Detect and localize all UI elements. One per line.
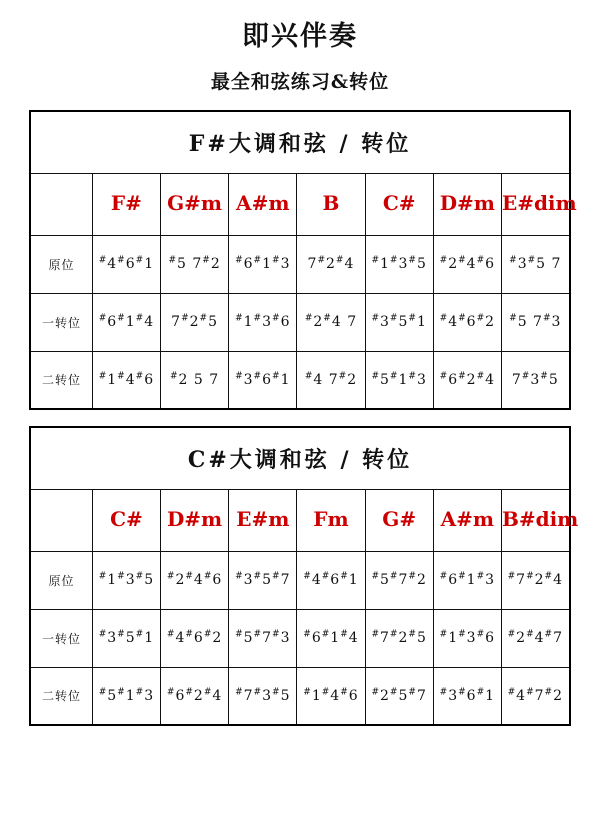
table-row bbox=[30, 351, 569, 409]
table-cell: #2#4#7 bbox=[501, 609, 569, 667]
row-label: 原位 bbox=[30, 551, 92, 609]
column-header-chord-1 bbox=[92, 173, 160, 235]
chord-label: G# bbox=[382, 507, 417, 531]
table-cell: #4#6#1 bbox=[297, 551, 365, 609]
table-cell: #7#2#4 bbox=[501, 551, 569, 609]
table-cell: #6#2#4 bbox=[433, 351, 501, 409]
column-header-chord-4 bbox=[297, 489, 365, 551]
table-cell: #6#1#4 bbox=[92, 293, 160, 351]
table-cell: #3#5#7 bbox=[229, 551, 297, 609]
column-header-chord-1 bbox=[92, 489, 160, 551]
table-cell: #4 7#2 bbox=[297, 351, 365, 409]
column-header-chord-3 bbox=[229, 489, 297, 551]
table-row bbox=[30, 667, 569, 725]
chord-table-csharp-major bbox=[29, 426, 579, 726]
chord-suffix: #m bbox=[457, 191, 495, 215]
table-cell: #7#2#5 bbox=[365, 609, 433, 667]
table-cell: #3#5#1 bbox=[92, 609, 160, 667]
table-cell: #2#4#6 bbox=[161, 551, 229, 609]
table-header-row bbox=[30, 173, 569, 235]
table-cell: #2#4 7 bbox=[297, 293, 365, 351]
chord-suffix: #m bbox=[184, 191, 223, 215]
column-header-chord-6 bbox=[433, 173, 501, 235]
table-cell: #2#5#7 bbox=[365, 667, 433, 725]
table-row bbox=[30, 235, 569, 293]
table-cell: #5 7#2 bbox=[161, 235, 229, 293]
column-header-chord-7 bbox=[501, 489, 579, 551]
column-header-chord-5 bbox=[365, 173, 433, 235]
chord-table-fsharp-major bbox=[29, 110, 577, 410]
chord-label: A bbox=[236, 191, 252, 215]
table-cell: #3#5 7 bbox=[501, 235, 569, 293]
table-cell: 7#2#5 bbox=[161, 293, 229, 351]
table-cell: #1#3#6 bbox=[229, 293, 297, 351]
table-cell: #2 5 7 bbox=[161, 351, 229, 409]
chord-label: E bbox=[501, 191, 518, 215]
column-header-chord-4 bbox=[297, 173, 365, 235]
chord-suffix: #m bbox=[251, 191, 290, 215]
table-cell: #1#4#6 bbox=[297, 667, 365, 725]
column-header-chord-2 bbox=[161, 173, 229, 235]
page-subtitle: 最全和弦练习&转位 bbox=[210, 71, 390, 93]
table-cell: #1#3#5 bbox=[92, 551, 160, 609]
table-cell: 7#3#5 bbox=[501, 351, 569, 409]
table-cell: #5#7#2 bbox=[365, 551, 433, 609]
chord-suffix: #m bbox=[456, 507, 495, 531]
table-caption-row bbox=[30, 427, 569, 489]
document-page bbox=[0, 14, 600, 814]
column-header-chord-2 bbox=[161, 489, 229, 551]
table-cell: #4#6#1 bbox=[92, 235, 160, 293]
table-cell: #6#1#3 bbox=[433, 551, 501, 609]
chord-label: Fm bbox=[313, 507, 349, 531]
table-cell: #1#3#6 bbox=[433, 609, 501, 667]
table-cell: #1#3#5 bbox=[365, 235, 433, 293]
chord-label: B bbox=[501, 507, 519, 531]
table-cell: #6#1#3 bbox=[229, 235, 297, 293]
row-label: 二转位 bbox=[30, 667, 92, 725]
header-row-label-blank bbox=[30, 489, 92, 551]
chord-suffix: #m bbox=[251, 507, 290, 531]
chord-label: F# bbox=[110, 191, 142, 215]
table-cell: #4#6#2 bbox=[433, 293, 501, 351]
table-cell: #5#1#3 bbox=[92, 667, 160, 725]
chord-label: C# bbox=[110, 507, 143, 531]
table-row bbox=[30, 551, 569, 609]
header-row-label-blank bbox=[30, 173, 92, 235]
table-cell: #5#1#3 bbox=[365, 351, 433, 409]
table-cell: #3#6#1 bbox=[433, 667, 501, 725]
chord-suffix: #m bbox=[184, 507, 223, 531]
column-header-chord-6 bbox=[433, 489, 501, 551]
table-cell: #5 7#3 bbox=[501, 293, 569, 351]
column-header-chord-7 bbox=[501, 173, 577, 235]
table-row bbox=[30, 293, 569, 351]
table-cell: #3#6#1 bbox=[229, 351, 297, 409]
column-header-chord-5 bbox=[365, 489, 433, 551]
table-cell: 7#2#4 bbox=[297, 235, 365, 293]
table-row bbox=[30, 609, 569, 667]
chord-label: D bbox=[439, 191, 458, 215]
table-cell: #1#4#6 bbox=[92, 351, 160, 409]
row-label: 一转位 bbox=[30, 293, 92, 351]
table-cell: #3#5#1 bbox=[365, 293, 433, 351]
chord-label: E bbox=[236, 507, 252, 531]
row-label: 一转位 bbox=[30, 609, 92, 667]
chord-label: A bbox=[440, 507, 457, 531]
chord-label: C# bbox=[382, 191, 416, 215]
table-caption-row bbox=[30, 111, 569, 173]
table-cell: #7#3#5 bbox=[229, 667, 297, 725]
column-header-chord-3 bbox=[229, 173, 297, 235]
page-title: 即兴伴奏 bbox=[242, 21, 358, 52]
table-cell: #6#1#4 bbox=[297, 609, 365, 667]
row-label: 二转位 bbox=[30, 351, 92, 409]
table-cell: #4#7#2 bbox=[501, 667, 569, 725]
table-caption: C#大调和弦 / 转位 bbox=[30, 427, 569, 489]
table-caption: F#大调和弦 / 转位 bbox=[30, 111, 569, 173]
table-cell: #5#7#3 bbox=[229, 609, 297, 667]
chord-label: G bbox=[167, 191, 185, 215]
table-cell: #4#6#2 bbox=[161, 609, 229, 667]
chord-label: B bbox=[322, 191, 340, 215]
table-header-row bbox=[30, 489, 569, 551]
chord-suffix: #dim bbox=[518, 507, 579, 531]
table-cell: #2#4#6 bbox=[433, 235, 501, 293]
chord-label: D bbox=[166, 507, 185, 531]
row-label: 原位 bbox=[30, 235, 92, 293]
table-cell: #6#2#4 bbox=[161, 667, 229, 725]
chord-suffix: #dim bbox=[517, 191, 577, 215]
